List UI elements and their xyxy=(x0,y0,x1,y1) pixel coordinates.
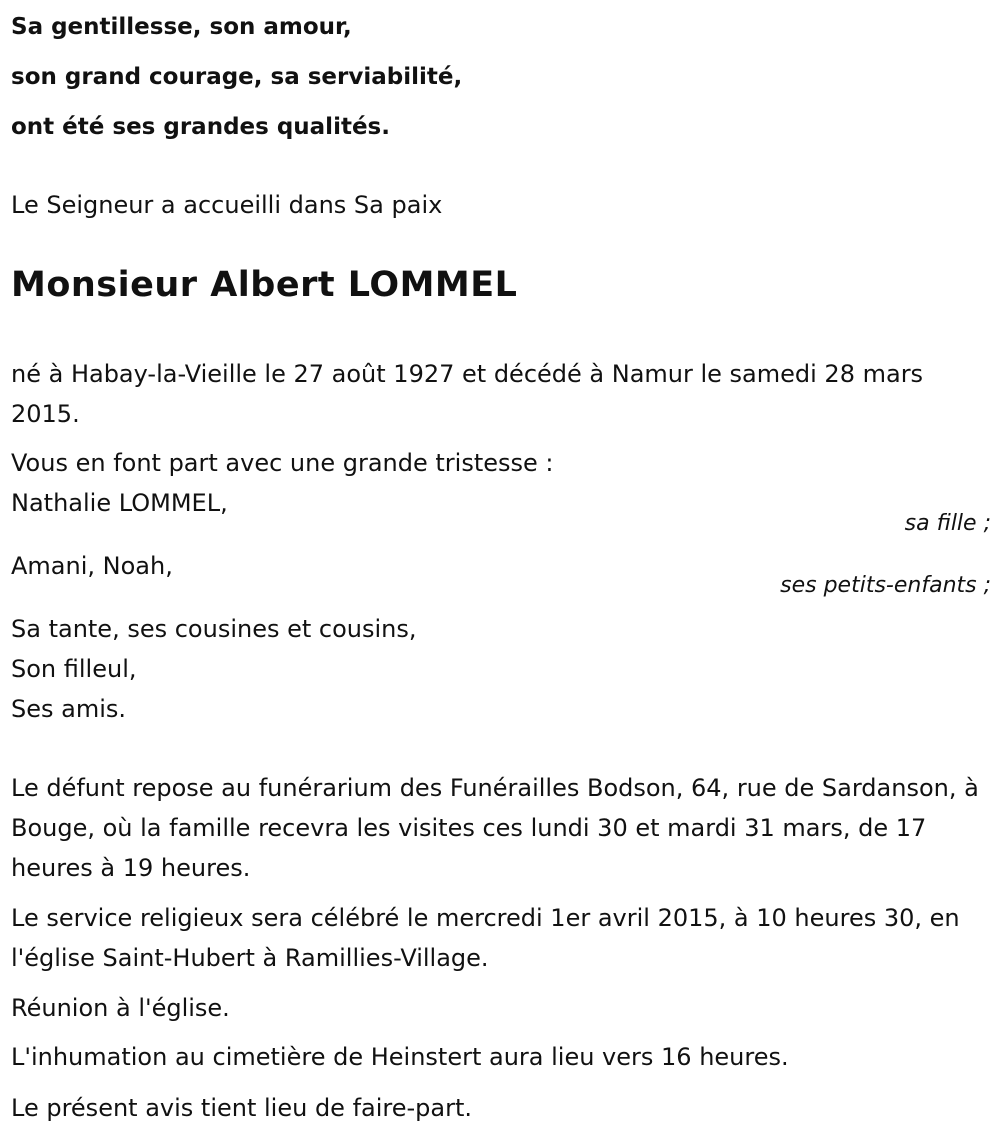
intro-text: Le Seigneur a accueilli dans Sa paix xyxy=(11,191,443,219)
memorial-quote xyxy=(11,2,462,152)
inhumation-details: L'inhumation au cimetière de Heinstert aura lieu vers 16 heures. xyxy=(11,1043,789,1071)
notice-footer: Le présent avis tient lieu de faire-part. xyxy=(11,1094,473,1122)
birth-death-text: né à Habay-la-Vieille le 27 août 1927 et décédé à Namur le samedi 28 mars 2015. xyxy=(11,360,924,428)
daughter-name: Nathalie LOMMEL, xyxy=(11,489,228,517)
quote-line: Sa gentillesse, son amour, xyxy=(11,14,352,40)
other-mourners xyxy=(11,609,991,729)
grandchildren-relation: ses petits-enfants ; xyxy=(780,573,991,598)
daughter-relation: sa fille ; xyxy=(904,511,991,536)
repose-details: Le défunt repose au funérarium des Funérailles Bodson, 64, rue de Sardanson, à Bouge, où la famille recevra les visites ces lundi 30 et mardi 31 mars, de 17 heures à 19 heures. xyxy=(11,774,979,882)
mourner-line: Ses amis. xyxy=(11,695,127,723)
service-details: Le service religieux sera célébré le mercredi 1er avril 2015, à 10 heures 30, en l'église Saint-Hubert à Ramillies-Village. xyxy=(11,904,960,972)
quote-line: son grand courage, sa serviabilité, xyxy=(11,64,463,90)
announcement-intro-text: Vous en font part avec une grande tristesse : xyxy=(11,449,554,477)
mourner-line: Sa tante, ses cousines et cousins, xyxy=(11,615,417,643)
announcement-intro xyxy=(11,443,991,523)
deceased-name: Monsieur Albert LOMMEL xyxy=(11,265,518,305)
quote-line: ont été ses grandes qualités. xyxy=(11,114,390,140)
grandchildren-names: Amani, Noah, xyxy=(11,552,173,580)
mourner-line: Son filleul, xyxy=(11,655,137,683)
reunion-details: Réunion à l'église. xyxy=(11,994,230,1022)
